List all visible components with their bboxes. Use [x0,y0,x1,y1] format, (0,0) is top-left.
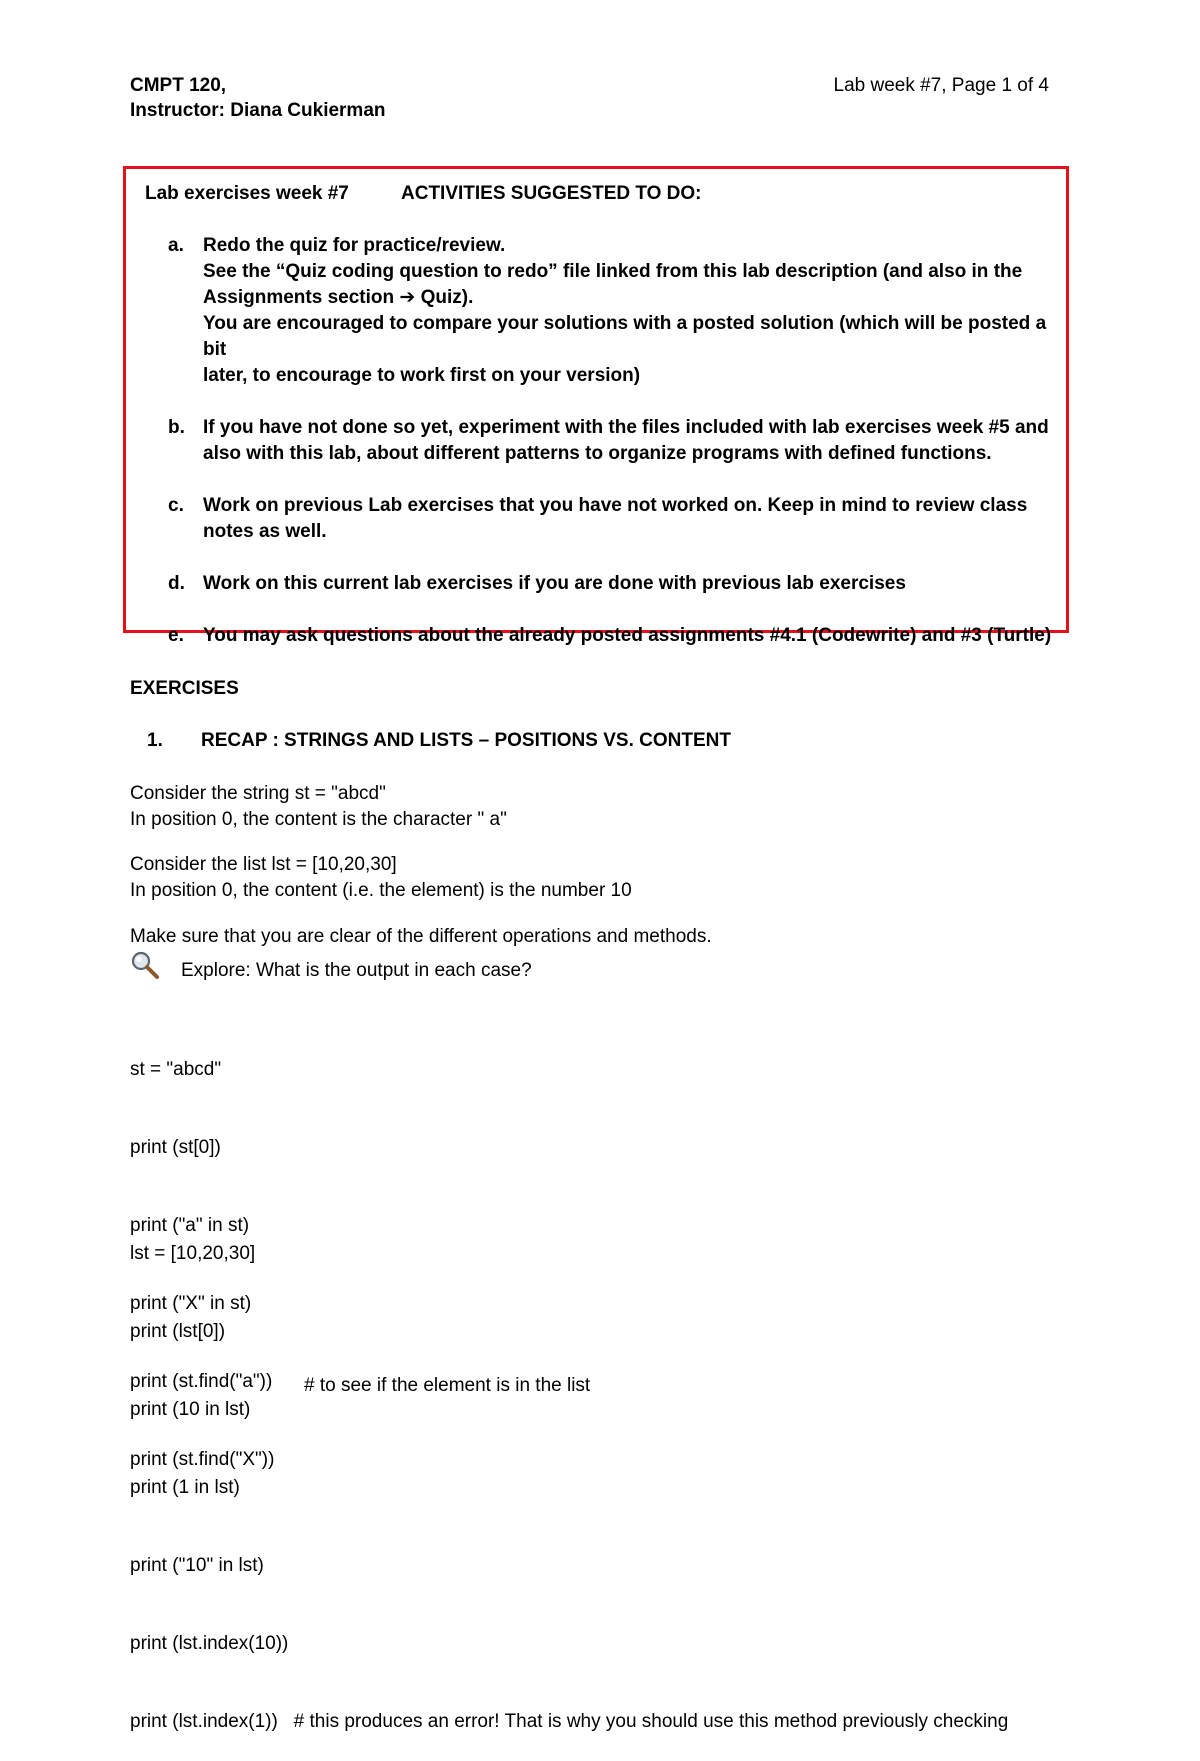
code-line: print (1 in lst) [130,1477,240,1498]
magnifier-icon [130,950,160,980]
code-line: print (lst.index(10)) [130,1633,289,1654]
activity-item-e [126,623,1070,649]
code-line: print (st[0]) [130,1137,221,1158]
activity-line-part: Quiz). [420,287,474,308]
code-line: st = "abcd" [130,1059,222,1080]
code-line: print ("10" in lst) [130,1555,264,1576]
activity-line: You are encouraged to compare your solutions with a posted solution (which will be posted a bit [203,313,1047,360]
activities-box [123,166,1069,646]
exercise-title-text: RECAP : STRINGS AND LISTS – POSITIONS VS. CONTENT [201,730,731,751]
page-header-left [130,73,386,123]
activity-line: If you have not done so yet, experiment with the files included with lab exercises week #5 and [203,417,1049,438]
page-info: Lab week #7, Page 1 of 4 [833,75,1049,96]
list-marker: b. [168,417,185,438]
code-comment-continuation: # to see if the element is in the list [304,1375,591,1396]
text-line: In position 0, the content (i.e. the element) is the number 10 [130,880,632,901]
exercises-heading: EXERCISES [130,678,239,699]
text-line: In position 0, the content is the character " a" [130,809,507,830]
activity-line: notes as well. [203,521,327,542]
activity-item-d [126,571,1070,597]
code-line: print ("X" in st) [130,1293,252,1314]
activity-line: also with this lab, about different patterns to organize programs with defined functions. [203,443,992,464]
activities-title-right: ACTIVITIES SUGGESTED TO DO: [401,183,702,204]
exercise-1-title [147,728,731,754]
code-line: print (st.find("X")) [130,1449,275,1470]
activity-line: See the “Quiz coding question to redo” file linked from this lab description (and also in the [203,261,1023,282]
list-marker: c. [168,495,184,516]
text-line: Consider the list lst = [10,20,30] [130,854,397,875]
activity-item-a [126,233,1070,389]
code-line: print ("a" in st) [130,1215,250,1236]
code-line: print (lst.index(1)) # this produces an error! That is why you should use this method previously checking [130,1711,1009,1732]
make-sure-text: Make sure that you are clear of the different operations and methods. [130,926,712,947]
list-marker: a. [168,235,184,256]
activity-item-c [126,493,1070,545]
course-code: CMPT 120, [130,75,227,96]
code-line: print (lst[0]) [130,1321,226,1342]
activity-line: later, to encourage to work first on your version) [203,365,641,386]
activities-title [145,181,702,207]
list-marker: d. [168,573,185,594]
activities-title-left: Lab exercises week #7 [145,183,349,204]
activity-line [203,285,1070,311]
code-line: lst = [10,20,30] [130,1243,256,1264]
code-line: print (st.find("a")) [130,1371,273,1392]
activity-line: You may ask questions about the already posted assignments #4.1 (Codewrite) and #3 (Turtle) [203,625,1052,646]
code-block-list [130,1189,1110,1761]
text-line: Consider the string st = "abcd" [130,783,386,804]
activity-item-b [126,415,1070,467]
code-line: print (10 in lst) [130,1399,251,1420]
string-explanation [130,781,1090,833]
activity-line: Work on this current lab exercises if you are done with previous lab exercises [203,573,906,594]
instructor-name: Instructor: Diana Cukierman [130,100,386,121]
list-explanation [130,852,1090,904]
activity-line: Work on previous Lab exercises that you have not worked on. Keep in mind to review class [203,495,1028,516]
exercise-number: 1. [147,730,163,751]
activities-list [126,233,1070,675]
activity-line-part: Assignments section [203,287,395,308]
explore-text: Explore: What is the output in each case? [181,960,532,981]
activity-line: Redo the quiz for practice/review. [203,235,506,256]
arrow-right-icon: ➔ [399,287,416,308]
list-marker: e. [168,625,184,646]
